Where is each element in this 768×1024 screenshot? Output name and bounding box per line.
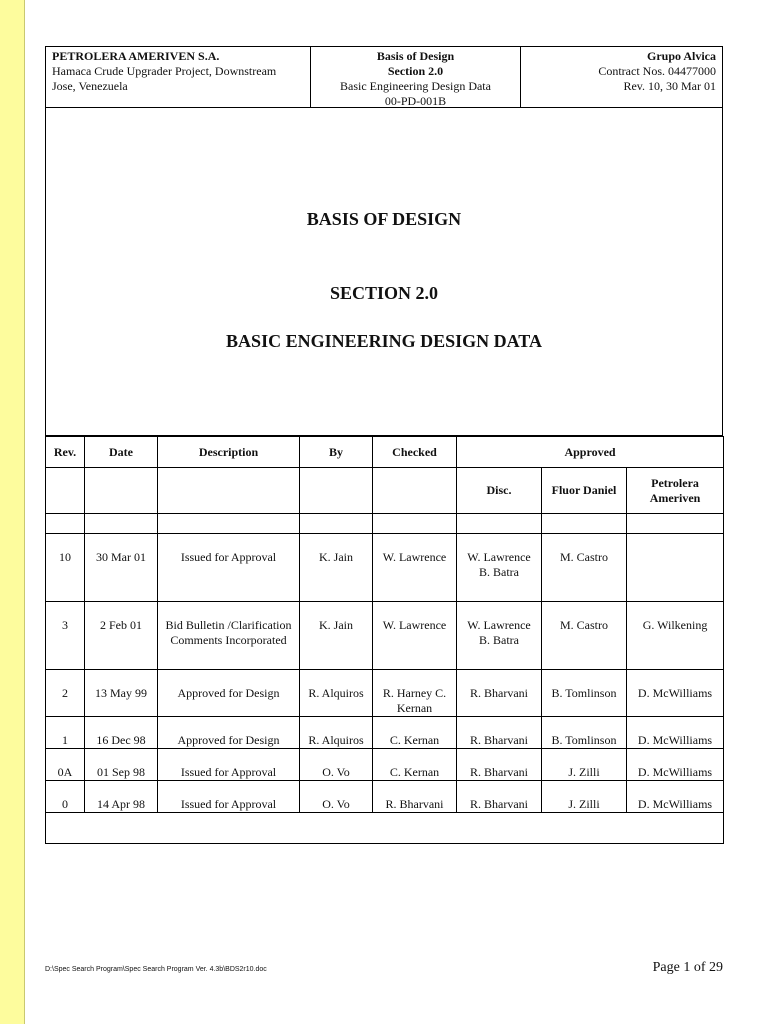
- contractor-name: Grupo Alvica: [646, 49, 716, 63]
- cell-fluor: J. Zilli: [542, 749, 627, 781]
- cell-description: Issued for Approval: [158, 749, 300, 781]
- cell-by: O. Vo: [300, 749, 373, 781]
- header-company-block: [46, 47, 311, 107]
- cell-fluor: B. Tomlinson: [542, 670, 627, 717]
- title-basis-of-design: BASIS OF DESIGN: [306, 209, 462, 229]
- table-row: [46, 602, 724, 670]
- table-row: [46, 749, 724, 781]
- header-document-block: [311, 47, 521, 107]
- cell-checked: W. Lawrence: [373, 602, 457, 670]
- doc-subtitle: Basic Engineering Design Data: [340, 79, 491, 93]
- col-header-petrolera: Petrolera Ameriven: [627, 468, 724, 514]
- company-name: PETROLERA AMERIVEN S.A.: [52, 49, 220, 63]
- cell-date: 16 Dec 98: [85, 717, 158, 749]
- cell-checked: R. Harney C. Kernan: [373, 670, 457, 717]
- cell-date: 30 Mar 01: [85, 534, 158, 602]
- cell-petrolera: G. Wilkening: [627, 602, 724, 670]
- cell-by: R. Alquiros: [300, 670, 373, 717]
- project-location: Jose, Venezuela: [52, 79, 128, 93]
- document-page: [45, 46, 723, 844]
- col-header-date: Date: [85, 437, 158, 468]
- file-path: D:\Spec Search Program\Spec Search Program Ver. 4.3b\BDS2r10.doc: [45, 966, 267, 973]
- cell-petrolera: D. McWilliams: [627, 749, 724, 781]
- cell-petrolera: D. McWilliams: [627, 670, 724, 717]
- title-block: [45, 108, 723, 436]
- cell-description: Issued for Approval: [158, 781, 300, 813]
- cell-disc: R. Bharvani: [457, 717, 542, 749]
- cell-by: K. Jain: [300, 602, 373, 670]
- cell-rev: 3: [46, 602, 85, 670]
- col-header-by: By: [300, 437, 373, 468]
- title-section: SECTION 2.0: [329, 283, 439, 303]
- cell-date: 2 Feb 01: [85, 602, 158, 670]
- cell-disc: R. Bharvani: [457, 670, 542, 717]
- revision-table: [45, 436, 724, 844]
- cell-by: K. Jain: [300, 534, 373, 602]
- cell-disc: R. Bharvani: [457, 749, 542, 781]
- cell-description: Bid Bulletin /Clarification Comments Incorporated: [158, 602, 300, 670]
- cell-checked: C. Kernan: [373, 749, 457, 781]
- cell-fluor: B. Tomlinson: [542, 717, 627, 749]
- table-header-row: [46, 437, 724, 468]
- cell-disc: R. Bharvani: [457, 781, 542, 813]
- cell-disc: W. Lawrence B. Batra: [457, 602, 542, 670]
- contract-number: Contract Nos. 04477000: [598, 64, 716, 78]
- title-engineering-data: BASIC ENGINEERING DESIGN DATA: [226, 331, 542, 351]
- cell-by: O. Vo: [300, 781, 373, 813]
- col-header-rev: Rev.: [46, 437, 85, 468]
- col-header-description: Description: [158, 437, 300, 468]
- col-header-fluor: Fluor Daniel: [542, 468, 627, 514]
- margin-highlight-bar: [0, 0, 25, 1024]
- cell-rev: 1: [46, 717, 85, 749]
- project-name: Hamaca Crude Upgrader Project, Downstream: [52, 64, 277, 78]
- table-subheader-row: [46, 468, 724, 514]
- document-header: [45, 46, 723, 108]
- doc-section: Section 2.0: [387, 64, 444, 78]
- cell-petrolera: D. McWilliams: [627, 781, 724, 813]
- cell-fluor: M. Castro: [542, 534, 627, 602]
- cell-description: Issued for Approval: [158, 534, 300, 602]
- table-spacer-row: [46, 514, 724, 534]
- page-number: Page 1 of 29: [652, 960, 723, 975]
- cell-date: 01 Sep 98: [85, 749, 158, 781]
- cell-date: 14 Apr 98: [85, 781, 158, 813]
- cell-by: R. Alquiros: [300, 717, 373, 749]
- cell-description: Approved for Design: [158, 670, 300, 717]
- cell-checked: C. Kernan: [373, 717, 457, 749]
- cell-checked: W. Lawrence: [373, 534, 457, 602]
- cell-rev: 0A: [46, 749, 85, 781]
- cell-rev: 10: [46, 534, 85, 602]
- cell-date: 13 May 99: [85, 670, 158, 717]
- revision-info: Rev. 10, 30 Mar 01: [623, 79, 716, 93]
- table-row: [46, 717, 724, 749]
- col-header-approved: Approved: [457, 437, 724, 468]
- doc-title: Basis of Design: [376, 49, 455, 63]
- cell-rev: 0: [46, 781, 85, 813]
- cell-disc: W. Lawrence B. Batra: [457, 534, 542, 602]
- table-row: [46, 781, 724, 813]
- table-row: [46, 670, 724, 717]
- header-contract-block: [521, 47, 722, 107]
- cell-description: Approved for Design: [158, 717, 300, 749]
- table-empty-row: [46, 813, 724, 844]
- doc-number: 00-PD-001B: [384, 94, 447, 108]
- cell-petrolera: D. McWilliams: [627, 717, 724, 749]
- col-header-disc: Disc.: [457, 468, 542, 514]
- col-header-checked: Checked: [373, 437, 457, 468]
- cell-petrolera: [627, 534, 724, 602]
- table-row: [46, 534, 724, 602]
- cell-checked: R. Bharvani: [373, 781, 457, 813]
- cell-fluor: M. Castro: [542, 602, 627, 670]
- cell-rev: 2: [46, 670, 85, 717]
- cell-fluor: J. Zilli: [542, 781, 627, 813]
